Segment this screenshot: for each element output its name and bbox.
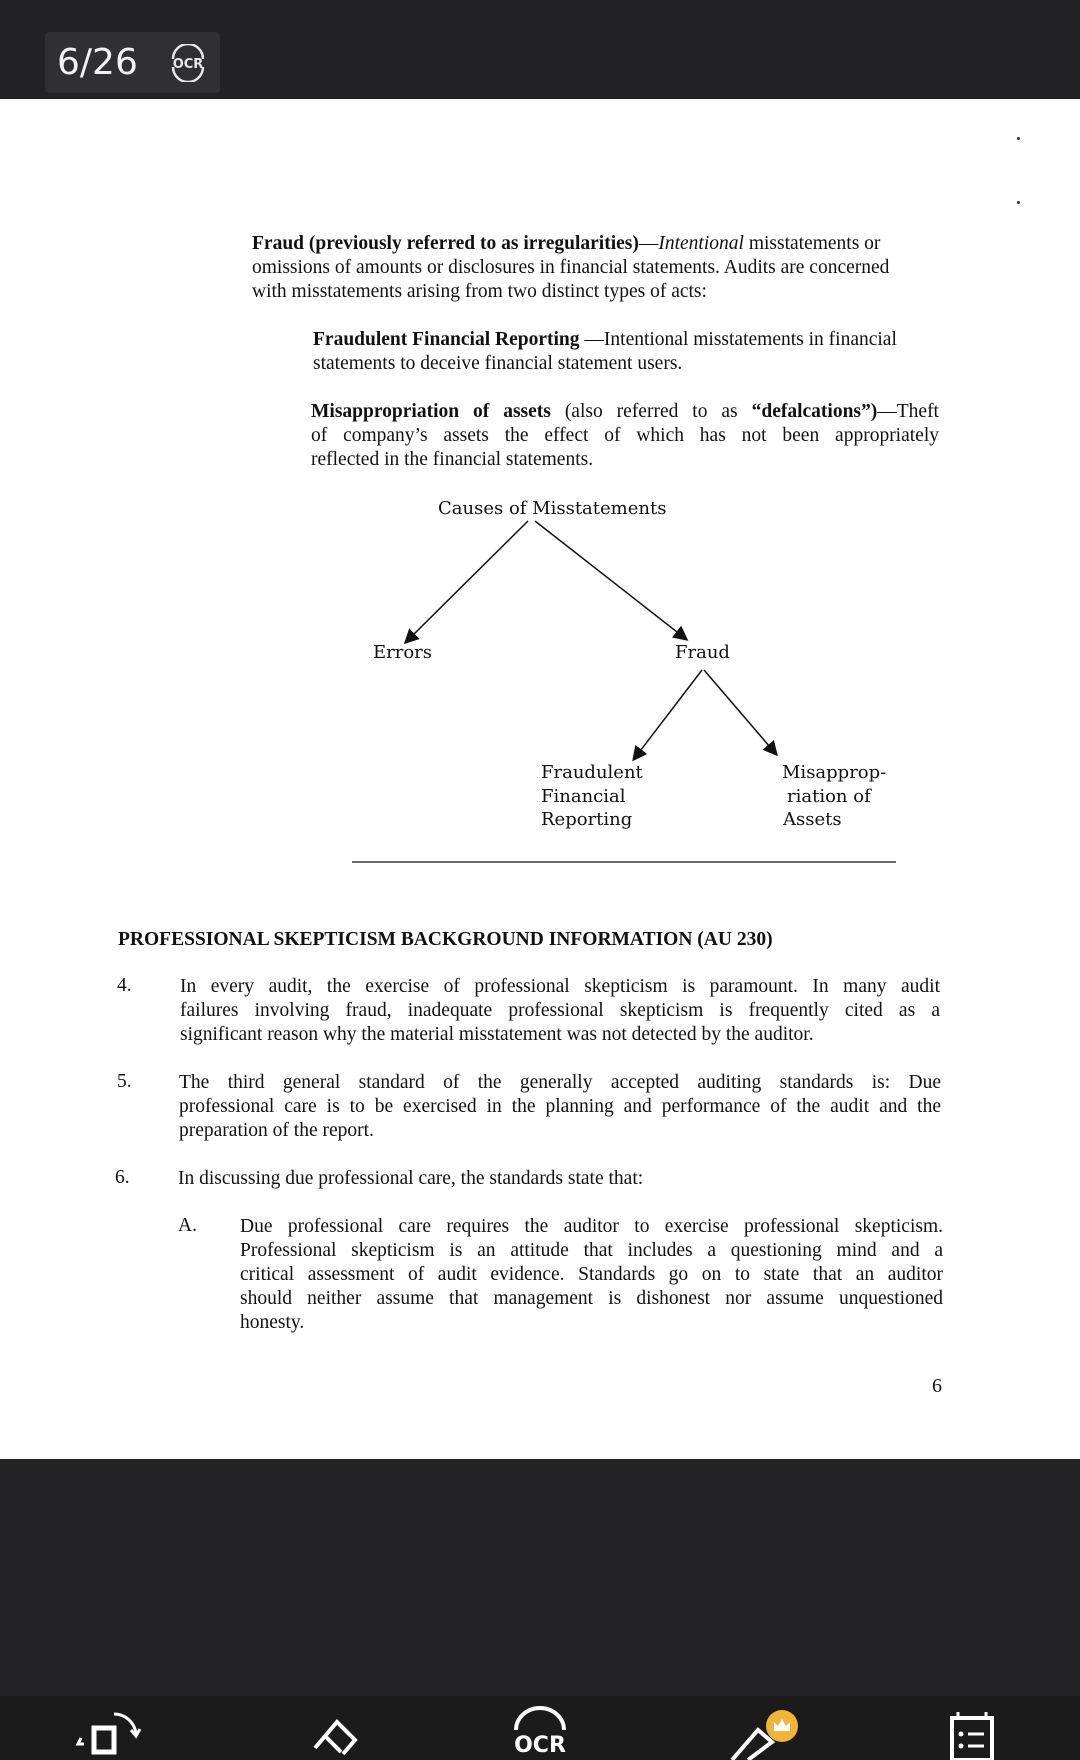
causes-diagram [330,489,930,969]
fraud-term: Fraud (previously referred to as irregularities) [252,233,639,254]
fraud-def-line1: misstatements or [743,233,881,254]
fraud-def-line3: with misstatements arising from two distinct types of acts: [252,281,707,302]
arrow-to-fraud [535,521,686,639]
list-button[interactable] [938,1704,1018,1760]
defalcations-term: “defalcations”) [751,401,878,422]
diagram-ffr-line2: Financial [541,786,626,807]
item-6-number: 6. [115,1167,130,1188]
annotate-button[interactable] [718,1704,798,1760]
misappropriation-line3: reflected in the financial statements. [311,449,594,470]
misappropriation-line1: —Theft [877,401,939,422]
ocr-icon [500,1704,580,1760]
ffr-definition [313,328,943,376]
misappropriation-definition [311,400,939,472]
page-counter: 6/26 [57,42,138,83]
ffr-term: Fraudulent Financial Reporting [313,329,580,350]
fraud-def-line2: omissions of amounts or disclosures in financial statements. Audits are concerned [252,257,890,278]
item-5-line3: preparation of the report. [179,1120,374,1141]
intentional-emphasis: Intentional [658,233,744,254]
subitem-a-line1: Due professional care requires the auditor to exercise professional skepticism. [240,1216,943,1237]
item-4-line1: In every audit, the exercise of professional skepticism is paramount. In many audit [180,976,940,997]
misappropriation-line2: of company’s assets the effect of which has not been appropriately [311,425,939,446]
misappropriation-mid: (also referred to as [550,401,752,422]
item-5-text [179,1071,941,1143]
diagram-lines [330,489,930,969]
diagram-errors-label: Errors [373,642,433,663]
subitem-a-line5: honesty. [240,1312,305,1333]
subitem-a-line3: critical assessment of audit evidence. Standards go on to state that an auditor [240,1264,943,1285]
ocr-button[interactable] [500,1704,580,1760]
ffr-def-line2: statements to deceive financial statement users. [313,353,683,374]
arrow-to-moa [704,670,776,754]
fraud-definition [252,232,938,304]
ocr-badge-icon[interactable] [168,44,208,82]
section-heading: PROFESSIONAL SKEPTICISM BACKGROUND INFORMATION (AU 230) [118,929,773,950]
diagram-root-label: Causes of Misstatements [438,498,667,519]
ffr-def-line1: —Intentional misstatements in financial [579,329,897,350]
rotate-icon [70,1704,150,1760]
diagram-moa-line3: Assets [783,809,842,830]
item-6-text [178,1167,940,1191]
list-icon [938,1704,1018,1760]
page-indicator[interactable] [45,32,220,93]
item-5-number: 5. [117,1071,132,1092]
item-5-line2: professional care is to be exercised in the planning and performance of the audit and the [179,1096,941,1117]
subitem-a-text [240,1215,943,1335]
eraser-icon [295,1704,375,1760]
diagram-ffr-line1: Fraudulent [541,762,643,783]
top-bar [0,0,1080,99]
subitem-a-line2: Professional skepticism is an attitude that includes a questioning mind and a [240,1240,943,1261]
eraser-button[interactable] [295,1704,375,1760]
document-page [0,99,1080,1459]
diagram-moa-line1: Misapprop- [782,762,887,783]
diagram-fraud-label: Fraud [675,642,730,663]
item-6-line1: In discussing due professional care, the standards state that: [178,1168,644,1189]
subitem-a-letter: A. [178,1215,197,1236]
rotate-button[interactable] [70,1704,150,1760]
diagram-moa-line2: riation of [787,786,871,807]
item-4-line2: failures involving fraud, inadequate professional skepticism is frequently cited as a [180,1000,940,1021]
item-4-number: 4. [117,975,132,996]
misappropriation-term: Misappropriation of assets [311,401,551,422]
diagram-ffr-line3: Reporting [541,809,633,830]
arrow-to-errors [406,521,528,642]
annotate-pen-icon [718,1704,798,1760]
item-4-text [180,975,940,1047]
item-5-line1: The third general standard of the generally accepted auditing standards is: Due [179,1072,941,1093]
page-number: 6 [932,1375,942,1397]
bottom-toolbar [0,1696,1080,1760]
dash: — [638,233,659,254]
ocr-toolbar-label: OCR [514,1733,566,1758]
item-4-line3: significant reason why the material misstatement was not detected by the auditor. [180,1024,814,1045]
ocr-badge-label: OCR [172,57,204,72]
subitem-a-line4: should neither assume that management is dishonest nor assume unquestioned [240,1288,943,1309]
arrow-to-ffr [634,670,702,759]
